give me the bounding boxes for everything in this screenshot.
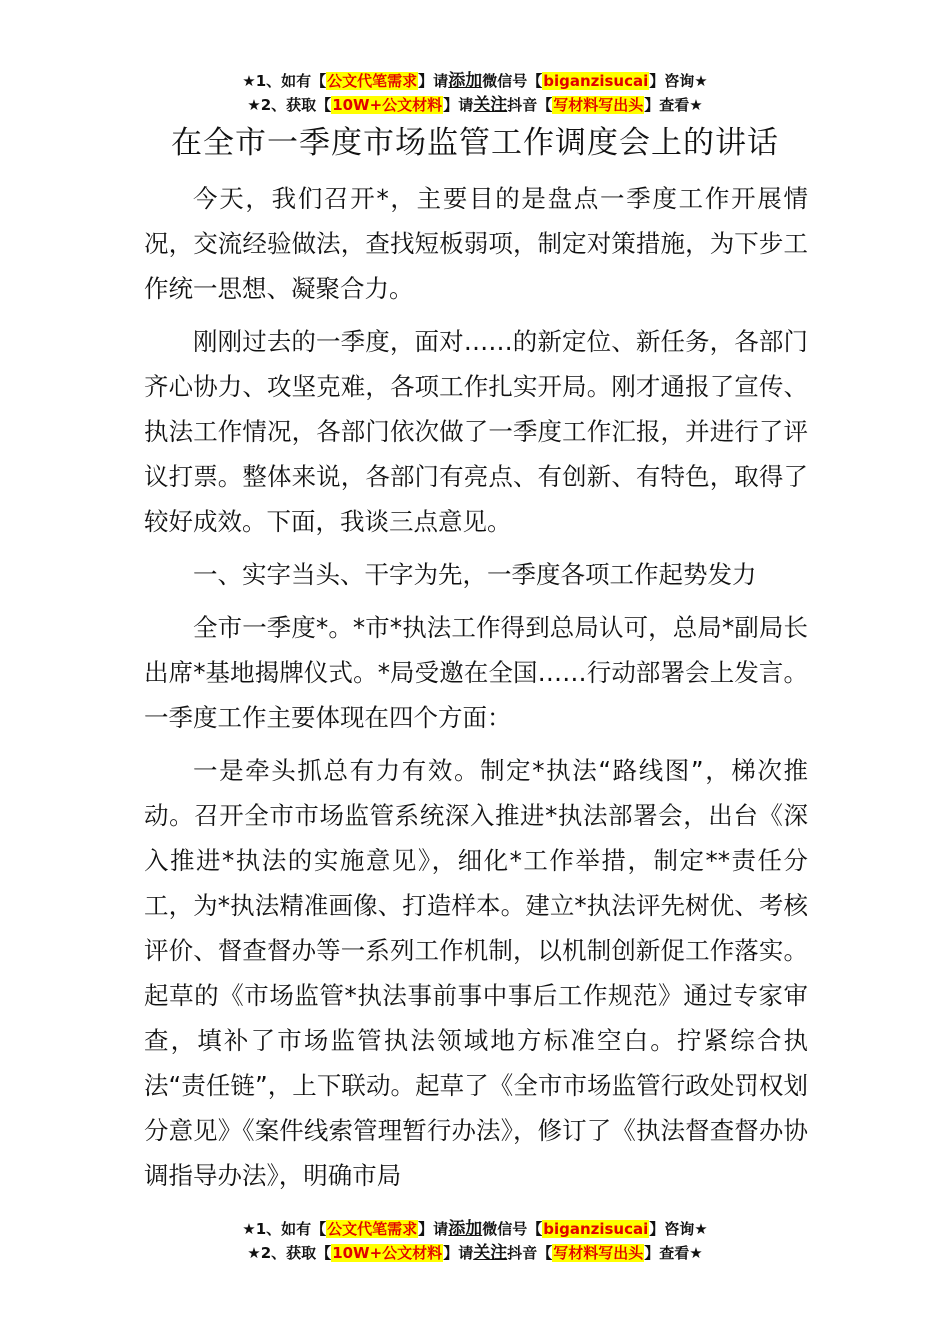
highlight-wechat-id: biganzisucai	[543, 72, 649, 90]
highlight-wechat-id: biganzisucai	[543, 1220, 649, 1238]
highlight-materials: 10W+公文材料	[332, 1244, 443, 1262]
highlight-materials: 10W+公文材料	[332, 96, 443, 114]
promo-line-1: ★1、如有【公文代笔需求】请添加微信号【biganzisucai】咨询★	[242, 71, 708, 91]
highlight-service: 公文代笔需求	[327, 1220, 418, 1238]
document-title: 在全市一季度市场监管工作调度会上的讲话	[171, 125, 779, 161]
emphasis-follow: 关注	[473, 1243, 508, 1263]
promo-banner-top	[0, 70, 950, 118]
promo-line-1: ★1、如有【公文代笔需求】请添加微信号【biganzisucai】咨询★	[242, 1219, 708, 1239]
highlight-douyin-account: 写材料写出头	[553, 1244, 644, 1262]
promo-line-2: ★2、获取【10W+公文材料】请关注抖音【写材料写出头】查看★	[247, 1243, 703, 1263]
paragraph-point-one: 一是牵头抓总有力有效。制定*执法“路线图”，梯次推动。召开全市市场监管系统深入推进*执法部署会，出台《深入推进*执法的实施意见》，细化*工作举措，制定**责任分工，为*执法精准画像、打造样本。建立*执法评先树优、考核评价、督查督办等一系列工作机制，以机制创新促工作落实。起草的《市场监管*执法事前事中事后工作规范》通过专家审查，填补了市场监管执法领域地方标准空白。拧紧综合执法“责任链”，上下联动。起草了《全市市场监管行政处罚权划分意见》《案件线索管理暂行办法》，修订了《执法督查督办协调指导办法》，明确市局	[144, 756, 808, 1190]
section-heading-1: 一、实字当头、干字为先，一季度各项工作起势发力	[193, 560, 757, 589]
promo-line-2: ★2、获取【10W+公文材料】请关注抖音【写材料写出头】查看★	[247, 95, 703, 115]
highlight-service: 公文代笔需求	[327, 72, 418, 90]
emphasis-add: 添加	[448, 1219, 483, 1239]
emphasis-follow: 关注	[473, 95, 508, 115]
promo-banner-bottom	[0, 1218, 950, 1266]
paragraph-intro: 今天，我们召开*，主要目的是盘点一季度工作开展情况，交流经验做法，查找短板弱项，制定对策措施，为下步工作统一思想、凝聚合力。	[144, 184, 808, 303]
highlight-douyin-account: 写材料写出头	[553, 96, 644, 114]
document-body	[144, 176, 808, 1198]
paragraph-summary: 全市一季度*。*市*执法工作得到总局认可，总局*副局长出席*基地揭牌仪式。*局受邀在全国……行动部署会上发言。一季度工作主要体现在四个方面：	[144, 613, 808, 732]
paragraph-overview: 刚刚过去的一季度，面对……的新定位、新任务，各部门齐心协力、攻坚克难，各项工作扎实开局。刚才通报了宣传、执法工作情况，各部门依次做了一季度工作汇报，并进行了评议打票。整体来说，各部门有亮点、有创新、有特色，取得了较好成效。下面，我谈三点意见。	[144, 327, 808, 536]
emphasis-add: 添加	[448, 71, 483, 91]
